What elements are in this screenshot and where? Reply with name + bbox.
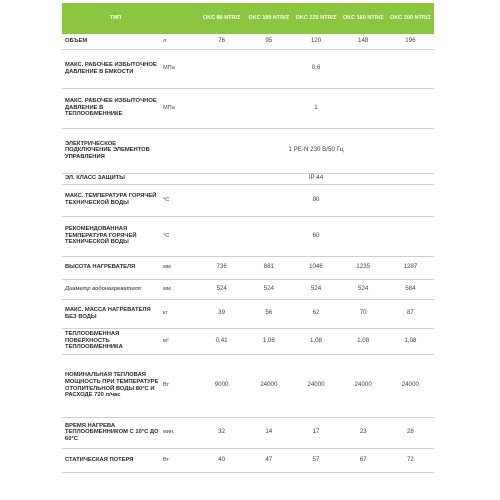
parameter-value: 23	[340, 417, 387, 448]
parameter-name: ТЕПЛООБМЕННАЯ ПОВЕРХНОСТЬ ТЕПЛООБМЕННИКА	[62, 328, 160, 354]
table-row	[62, 184, 434, 216]
parameter-value: 1,08	[340, 328, 387, 354]
parameter-value: 120	[292, 34, 339, 49]
table-row	[62, 88, 434, 128]
spec-table	[62, 3, 434, 473]
table-row	[62, 34, 434, 49]
parameter-value: 881	[245, 256, 292, 279]
table-row	[62, 354, 434, 417]
parameter-name: МАКС. РАБОЧЕЕ ИЗБЫТОЧНОЕ ДАВЛЕНИЕ В ЕМКОСТИ	[62, 49, 160, 88]
table-row	[62, 173, 434, 184]
parameter-value: 70	[340, 299, 387, 328]
parameter-value: 1235	[340, 256, 387, 279]
parameter-value: 24000	[292, 354, 339, 417]
type-header: ТИП	[109, 15, 122, 22]
parameter-value: 56	[245, 299, 292, 328]
parameter-value: 524	[245, 279, 292, 299]
parameter-value: 1287	[387, 256, 434, 279]
table-row	[62, 216, 434, 256]
parameter-value: 87	[387, 299, 434, 328]
parameter-value: 0,41	[198, 328, 245, 354]
parameter-value: 60	[198, 216, 434, 256]
table-row	[62, 279, 434, 299]
spec-sheet	[62, 3, 434, 497]
model-header: OKC 80 NTR/Z	[202, 15, 241, 22]
table-row	[62, 299, 434, 328]
parameter-value: 24000	[387, 354, 434, 417]
parameter-unit: °C	[160, 184, 198, 216]
parameter-value: 17	[292, 417, 339, 448]
parameter-value: 0,6	[198, 49, 434, 88]
parameter-value: 1,08	[387, 328, 434, 354]
parameter-name: ЭЛЕКТРИЧЕСКОЕ ПОДКЛЮЧЕНИЕ ЭЛЕМЕНТОВ УПРАВЛЕНИЯ	[62, 128, 160, 173]
parameter-value: 57	[292, 448, 339, 472]
parameter-value: 524	[292, 279, 339, 299]
parameter-unit: м²	[160, 328, 198, 354]
parameter-value: 95	[245, 34, 292, 49]
spec-body	[62, 34, 434, 472]
parameter-value: 1,08	[245, 328, 292, 354]
parameter-value: 524	[340, 279, 387, 299]
parameter-value: 524	[198, 279, 245, 299]
parameter-value: 39	[198, 299, 245, 328]
parameter-unit: мин.	[160, 417, 198, 448]
parameter-name: Диаметр водонагревателя	[62, 279, 160, 299]
parameter-value: 76	[198, 34, 245, 49]
parameter-value: 736	[198, 256, 245, 279]
parameter-unit: л	[160, 34, 198, 49]
parameter-value: 24000	[340, 354, 387, 417]
parameter-value: 1	[198, 88, 434, 128]
parameter-unit: °C	[160, 216, 198, 256]
parameter-value: 47	[245, 448, 292, 472]
parameter-unit	[160, 173, 198, 184]
model-header: OKC 200 NTR/Z	[390, 15, 431, 22]
model-header: OKC 125 NTR/Z	[295, 15, 337, 22]
parameter-value: 1 PE-N 230 В/50 Гц	[198, 128, 434, 173]
parameter-name: ОБЪЕМ	[62, 34, 160, 49]
parameter-value: 1046	[292, 256, 339, 279]
parameter-name: ВРЕМЯ НАГРЕВА ТЕПЛООБМЕННИКОМ С 10°С ДО 60°С	[62, 417, 160, 448]
parameter-name: НОМИНАЛЬНАЯ ТЕПЛОВАЯ МОЩНОСТЬ ПРИ ТЕМПЕРАТУРЕ ОТОПИТЕЛЬНОЙ ВОДЫ 80°С И РАСХОДЕ 720 л/час	[62, 354, 160, 417]
parameter-unit: мм	[160, 279, 198, 299]
parameter-unit	[160, 128, 198, 173]
parameter-name: МАКС. ТЕМПЕРАТУРА ГОРЯЧЕЙ ТЕХНИЧЕСКОЙ ВОДЫ	[62, 184, 160, 216]
parameter-unit: Вт	[160, 354, 198, 417]
parameter-value: 62	[292, 299, 339, 328]
model-header: OKC 160 NTR/Z	[342, 15, 384, 22]
parameter-unit: МПа	[160, 49, 198, 88]
table-row	[62, 256, 434, 279]
parameter-unit: МПа	[160, 88, 198, 128]
table-row	[62, 49, 434, 88]
table-row	[62, 128, 434, 173]
parameter-unit: мм	[160, 256, 198, 279]
parameter-value: 28	[387, 417, 434, 448]
parameter-value: 32	[198, 417, 245, 448]
parameter-value: 148	[340, 34, 387, 49]
parameter-value: 80	[198, 184, 434, 216]
parameter-value: 196	[387, 34, 434, 49]
parameter-unit: Вт	[160, 448, 198, 472]
parameter-name: СТАТИЧЕСКАЯ ПОТЕРЯ	[62, 448, 160, 472]
table-row	[62, 417, 434, 448]
parameter-name: ВЫСОТА НАГРЕВАТЕЛЯ	[62, 256, 160, 279]
parameter-value: IP 44	[198, 173, 434, 184]
parameter-name: МАКС. МАССА НАГРЕВАТЕЛЯ БЕЗ ВОДЫ	[62, 299, 160, 328]
parameter-value: 40	[198, 448, 245, 472]
parameter-value: 1,08	[292, 328, 339, 354]
parameter-value: 9000	[198, 354, 245, 417]
table-row	[62, 328, 434, 354]
parameter-value: 67	[340, 448, 387, 472]
parameter-value: 72	[387, 448, 434, 472]
parameter-unit: кг	[160, 299, 198, 328]
header-row	[62, 3, 434, 34]
model-header: OKC 100 NTR/Z	[248, 15, 290, 22]
parameter-value: 584	[387, 279, 434, 299]
parameter-value: 24000	[245, 354, 292, 417]
parameter-name: МАКС. РАБОЧЕЕ ИЗБЫТОЧНОЕ ДАВЛЕНИЕ В ТЕПЛООБМЕННИКЕ	[62, 88, 160, 128]
parameter-name: ЭЛ. КЛАСС ЗАЩИТЫ	[62, 173, 160, 184]
parameter-value: 14	[245, 417, 292, 448]
parameter-name: РЕКОМЕНДОВАННАЯ ТЕМПЕРАТУРА ГОРЯЧЕЙ ТЕХНИЧЕСКОЙ ВОДЫ	[62, 216, 160, 256]
table-row	[62, 448, 434, 472]
